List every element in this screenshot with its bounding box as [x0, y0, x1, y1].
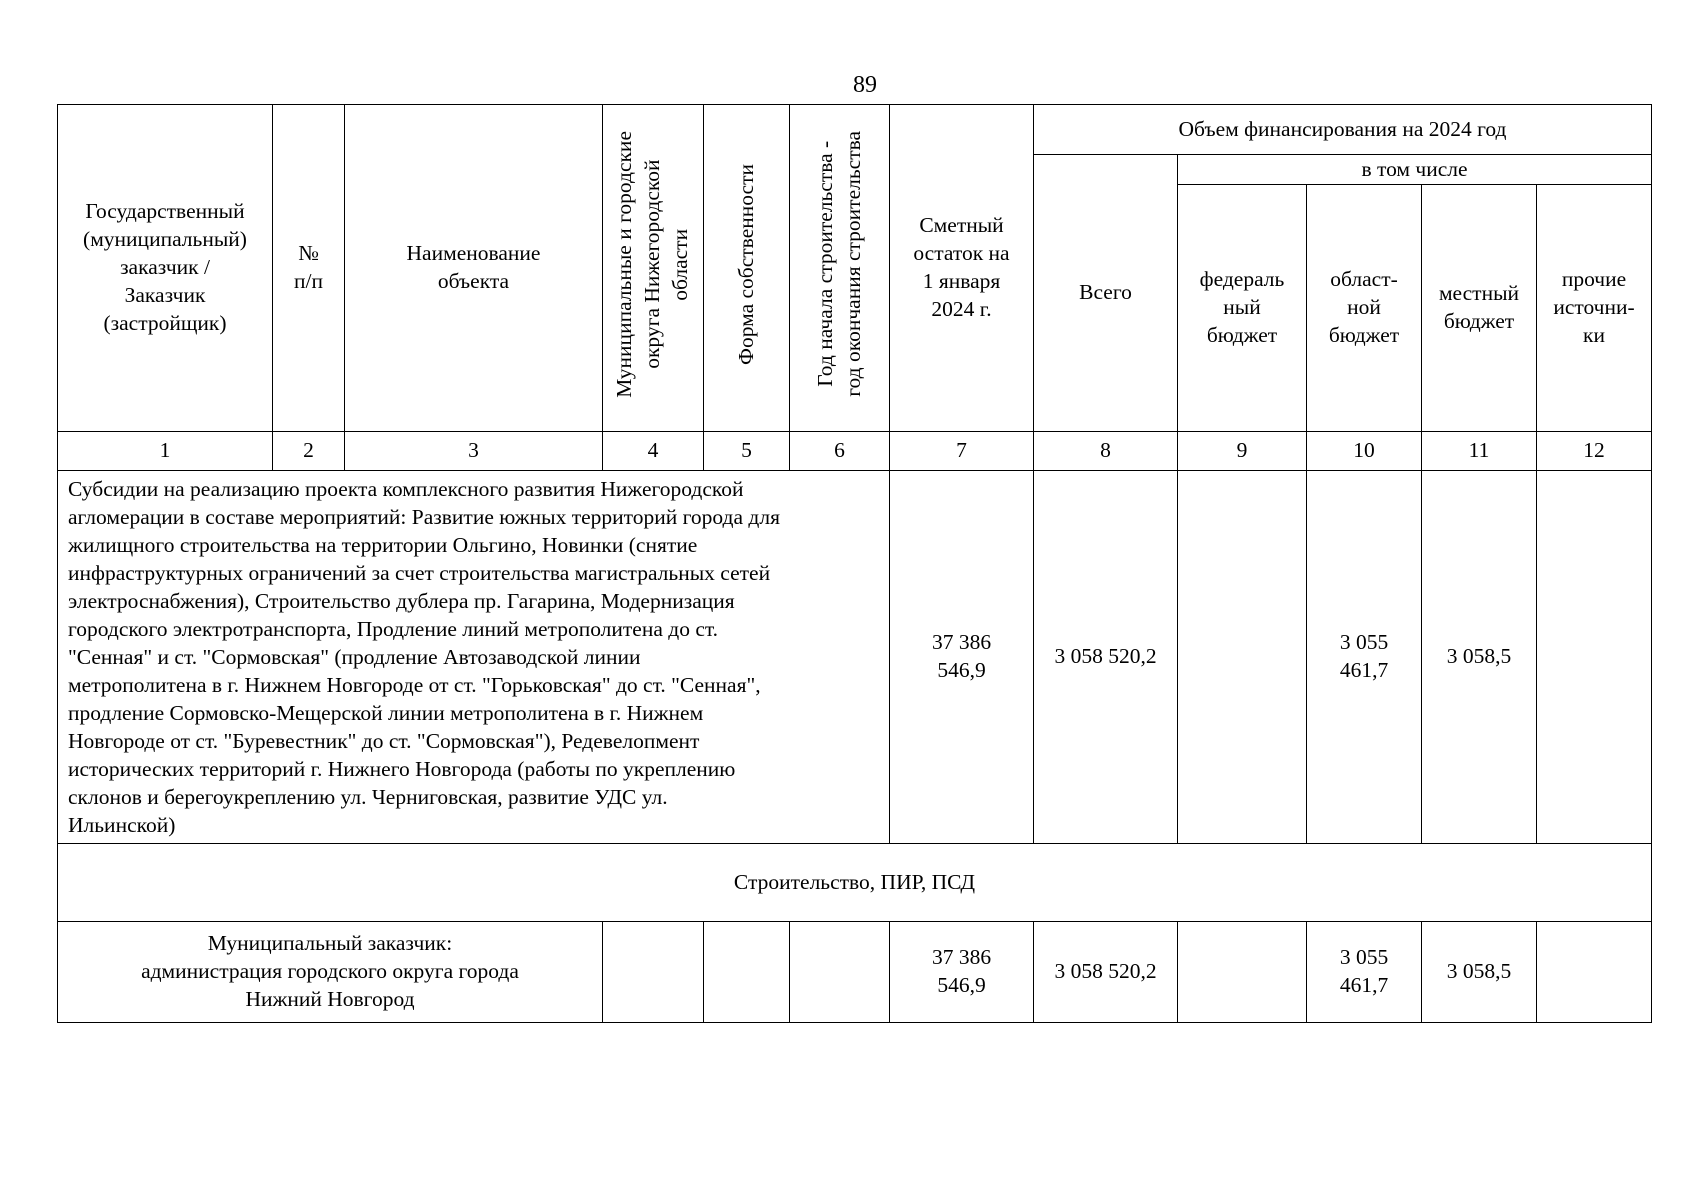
section-title: Строительство, ПИР, ПСД	[58, 844, 1652, 922]
page-number: 89	[853, 72, 877, 98]
customer-other	[1537, 922, 1652, 1023]
column-number: 1	[58, 432, 273, 471]
subsidy-balance: 37 386 546,9	[890, 471, 1034, 844]
header-regional-budget: област- ной бюджет	[1307, 185, 1422, 432]
financing-table	[57, 104, 1652, 1023]
subsidy-local: 3 058,5	[1422, 471, 1537, 844]
column-number: 4	[603, 432, 704, 471]
header-funding-title: Объем финансирования на 2024 год	[1034, 105, 1652, 155]
column-number: 7	[890, 432, 1034, 471]
column-number: 10	[1307, 432, 1422, 471]
column-number: 8	[1034, 432, 1178, 471]
header-estimated-balance: Сметный остаток на 1 января 2024 г.	[890, 105, 1034, 432]
header-number: № п/п	[273, 105, 345, 432]
customer-row	[58, 922, 1652, 1023]
customer-years	[790, 922, 890, 1023]
subsidy-other	[1537, 471, 1652, 844]
header-local-budget: местный бюджет	[1422, 185, 1537, 432]
customer-local: 3 058,5	[1422, 922, 1537, 1023]
subsidy-total: 3 058 520,2	[1034, 471, 1178, 844]
header-ownership-form: Форма собственности	[704, 105, 790, 432]
column-number: 2	[273, 432, 345, 471]
subsidy-regional: 3 055 461,7	[1307, 471, 1422, 844]
subsidy-row	[58, 471, 1652, 844]
header-federal-budget: федераль ный бюджет	[1178, 185, 1307, 432]
header-row-1	[58, 105, 1652, 155]
column-number: 5	[704, 432, 790, 471]
customer-total: 3 058 520,2	[1034, 922, 1178, 1023]
column-number: 11	[1422, 432, 1537, 471]
subsidy-federal	[1178, 471, 1307, 844]
column-number: 12	[1537, 432, 1652, 471]
customer-federal	[1178, 922, 1307, 1023]
customer-ownership	[704, 922, 790, 1023]
column-numbers-row	[58, 432, 1652, 471]
subsidy-description: Субсидии на реализацию проекта комплексного развития Нижегородской агломерации в составе мероприятий: Развитие южных территорий города для жилищного строительства на территории Ольгино, Новинки (снятие инфраструктурных ограничений за счет строительства магистральных сетей электроснабжения), Строительство дублера пр. Гагарина, Модернизация городского электротранспорта, Продление линий метрополитена до ст. "Сенная" и ст. "Сормовская" (продление Автозаводской линии метрополитена в г. Нижнем Новгороде от ст. "Горьковская" до ст. "Сенная", продление Сормовско-Мещерской линии метрополитена в г. Нижнем Новгороде от ст. "Буревестник" до ст. "Сормовская"), Редевелопмент исторических территорий г. Нижнего Новгорода (работы по укреплению склонов и берегоукреплению ул. Черниговская, развитие УДС ул. Ильинской)	[58, 471, 890, 844]
header-construction-years: Год начала строительства - год окончания строительства	[790, 105, 890, 432]
section-row	[58, 844, 1652, 922]
customer-districts	[603, 922, 704, 1023]
customer-regional: 3 055 461,7	[1307, 922, 1422, 1023]
column-number: 6	[790, 432, 890, 471]
customer-balance: 37 386 546,9	[890, 922, 1034, 1023]
header-other-sources: прочие источни- ки	[1537, 185, 1652, 432]
header-object-name: Наименование объекта	[345, 105, 603, 432]
header-including: в том числе	[1178, 155, 1652, 185]
header-municipal-districts: Муниципальные и городские округа Нижегородской области	[603, 105, 704, 432]
header-total: Всего	[1034, 155, 1178, 432]
column-number: 9	[1178, 432, 1307, 471]
column-number: 3	[345, 432, 603, 471]
customer-name: Муниципальный заказчик: администрация городского округа города Нижний Новгород	[58, 922, 603, 1023]
header-customer: Государственный (муниципальный) заказчик / Заказчик (застройщик)	[58, 105, 273, 432]
